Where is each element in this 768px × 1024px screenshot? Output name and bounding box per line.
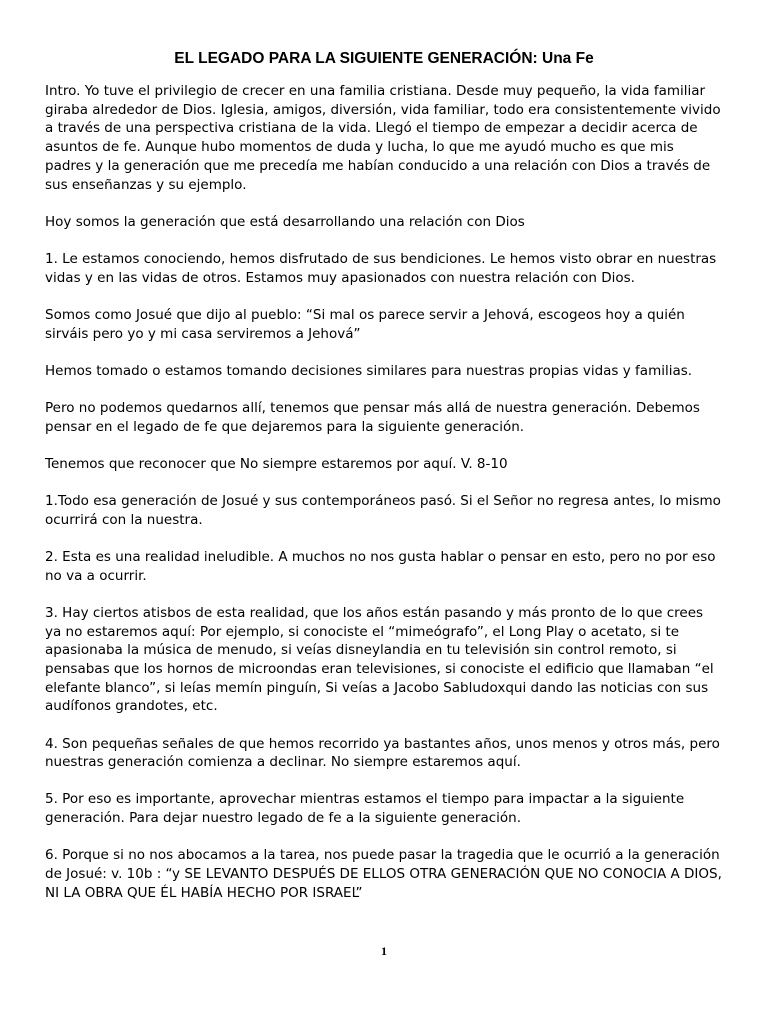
- page-number: 1: [381, 944, 387, 958]
- paragraph-generation: Hoy somos la generación que está desarrollando una relación con Dios: [45, 213, 525, 230]
- paragraph-list-5: 5. Por eso es importante, aprovechar mientras estamos el tiempo para impactar a la siguiente generación. Para dejar nuestro legado de fe a la siguiente generación.: [45, 791, 685, 827]
- paragraph-list-2: 2. Esta es una realidad ineludible. A muchos no nos gusta hablar o pensar en esto, pero no por eso no va a ocurrir.: [45, 548, 716, 584]
- paragraph-list-4: 4. Son pequeñas señales de que hemos recorrido ya bastantes años, unos menos y otros más, pero nuestras generación comienza a declinar. No siempre estaremos aquí.: [45, 735, 720, 771]
- paragraph-list-1: 1.Todo esa generación de Josué y sus contemporáneos pasó. Si el Señor no regresa antes, lo mismo ocurrirá con la nuestra.: [45, 493, 721, 528]
- document-body: [45, 82, 723, 921]
- paragraph-list-3: 3. Hay ciertos atisbos de esta realidad, que los años están pasando y más pronto de lo que crees ya no estaremos aquí: Por ejemplo, si conociste el “mimeógrafo”, el Long Play o acetato, si te apasionaba la música de menudo, si veías disneylandia en tu televisión sin control remoto, si pensabas que los hornos de microondas eran televisiones, si conociste el edificio que llamaban “el elefante blanco”, si leías memín pinguín, Si veías a Jacobo Sabludoxqui dando las noticias con sus audífonos grandotes, etc.: [45, 604, 714, 715]
- paragraph-not-always-here: Tenemos que reconocer que No siempre estaremos por aquí. V. 8-10: [45, 455, 508, 472]
- paragraph-point-1: 1. Le estamos conociendo, hemos disfrutado de sus bendiciones. Le hemos visto obrar en nuestras vidas y en las vidas de otros. Estamos muy apasionados con nuestra relación con Dios.: [45, 250, 717, 286]
- paragraph-legacy: Pero no podemos quedarnos allí, tenemos que pensar más allá de nuestra generación. Debemos pensar en el legado de fe que dejaremos para la siguiente generación.: [45, 399, 700, 435]
- document-title: EL LEGADO PARA LA SIGUIENTE GENERACIÓN: Una Fe: [174, 50, 594, 67]
- paragraph-intro: Intro. Yo tuve el privilegio de crecer en una familia cristiana. Desde muy pequeño, la vida familiar giraba alrededor de Dios. Iglesia, amigos, diversión, vida familiar, todo era consistentemente vivido a través de una perspectiva cristiana de la vida. Llegó el tiempo de empezar a decidir acerca de asuntos de fe. Aunque hubo momentos de duda y lucha, lo que me ayudó mucho es que mis padres y la generación que me precedía me habían conducido a una relación con Dios a través de sus enseñanzas y su ejemplo.: [45, 83, 721, 193]
- paragraph-list-6: 6. Porque si no nos abocamos a la tarea, nos puede pasar la tragedia que le ocurrió a la generación de Josué: v. 10b : “y SE LEVANTO DESPUÉS DE ELLOS OTRA GENERACIÓN QUE NO CONOCIA A DIOS, NI LA OBRA QUE ÉL HABÍA HECHO POR ISRAEL”: [45, 847, 722, 901]
- paragraph-josue-quote: Somos como Josué que dijo al pueblo: “Si mal os parece servir a Jehová, escogeos hoy a quién sirváis pero yo y mi casa serviremos a Jehová”: [45, 306, 685, 342]
- paragraph-decisions: Hemos tomado o estamos tomando decisiones similares para nuestras propias vidas y familias.: [45, 362, 693, 379]
